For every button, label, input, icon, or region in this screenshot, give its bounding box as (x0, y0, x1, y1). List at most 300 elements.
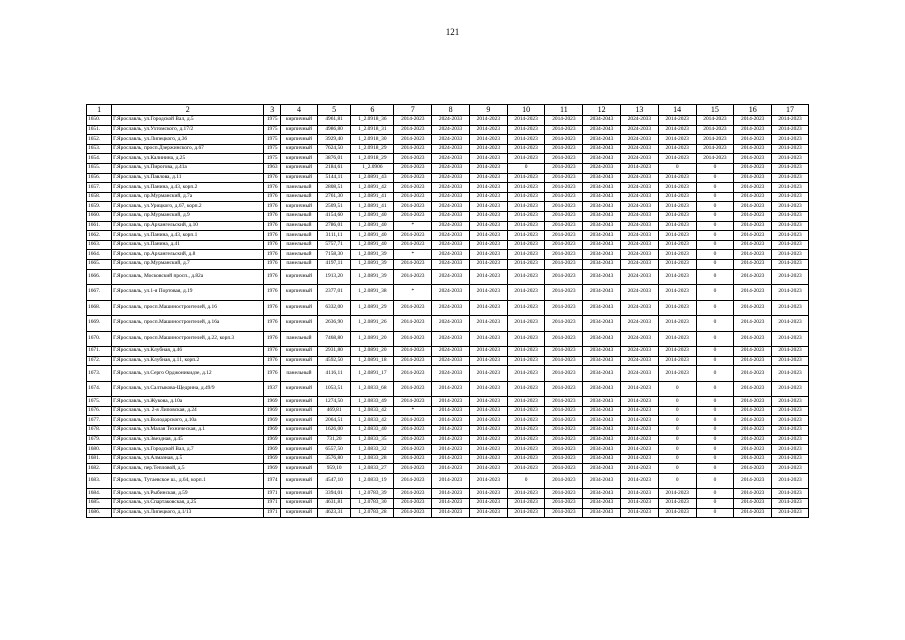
table-cell: 2014-2023 (545, 300, 583, 316)
table-cell: 2014-2023 (772, 163, 809, 173)
table-cell: Г.Ярославль, ул.Калинина, д.25 (112, 154, 264, 164)
table-cell: 2014-2023 (734, 163, 772, 173)
table-cell: 2014-2023 (772, 435, 809, 445)
table-row (87, 211, 809, 221)
table-cell: 2014-2023 (772, 116, 809, 126)
table-cell: кирпичный (281, 381, 318, 397)
table-cell: 2014-2023 (772, 269, 809, 285)
table-cell: 2034-2043 (583, 154, 621, 164)
table-cell: 2014-2023 (545, 221, 583, 231)
table-cell: 2014-2023 (394, 445, 432, 455)
table-cell: 2014-2023 (734, 366, 772, 382)
table-row (87, 221, 809, 231)
column-header: 11 (545, 105, 583, 116)
table-body (87, 116, 809, 518)
table-cell: 2014-2023 (621, 406, 659, 416)
table-cell: 2014-2023 (394, 489, 432, 499)
table-cell: 0 (696, 300, 734, 316)
table-cell: 1653. (87, 144, 112, 154)
table-cell: 2014-2023 (621, 508, 659, 518)
table-cell: 2014-2023 (469, 231, 507, 241)
table-cell: 0 (507, 473, 545, 489)
table-cell: 6332,00 (317, 300, 351, 316)
table-cell: 2014-2023 (469, 285, 507, 301)
table-cell: 2014-2023 (734, 508, 772, 518)
table-cell: 1976 (264, 192, 281, 202)
table-cell: Г.Ярославль, ул.Звездная, д.45 (112, 435, 264, 445)
table-row (87, 300, 809, 316)
table-cell: 2024-2033 (432, 300, 470, 316)
table-cell: 2014-2023 (469, 173, 507, 183)
table-cell: 2014-2023 (658, 211, 696, 221)
table-cell: Г.Ярославль, просп.Машиностроителей, д.16а (112, 316, 264, 332)
table-cell: 2034-2043 (583, 135, 621, 145)
table-cell: 2014-2023 (432, 489, 470, 499)
table-cell: 1274,50 (317, 397, 351, 407)
table-cell: 2014-2023 (772, 397, 809, 407)
table-cell: 1_2.0891_29 (351, 300, 394, 316)
table-cell: Г.Ярославль, Московский просп., д.82а (112, 269, 264, 285)
table-cell: 2014-2023 (507, 499, 545, 509)
table-cell: 2014-2023 (545, 202, 583, 212)
table-cell: 1684. (87, 489, 112, 499)
table-cell: 2034-2043 (583, 445, 621, 455)
table-cell: 7158,30 (317, 250, 351, 260)
table-row (87, 192, 809, 202)
table-cell: 2014-2023 (507, 445, 545, 455)
table-row (87, 285, 809, 301)
table-cell: 1671. (87, 347, 112, 357)
table-row (87, 473, 809, 489)
table-cell: 2014-2023 (507, 356, 545, 366)
table-cell: 2014-2023 (772, 221, 809, 231)
table-cell: 2014-2023 (507, 231, 545, 241)
table-cell: 2014-2023 (658, 499, 696, 509)
table-cell: 1976 (264, 347, 281, 357)
table-cell: 1660. (87, 211, 112, 221)
table-cell: 2014-2023 (469, 445, 507, 455)
table-row (87, 316, 809, 332)
table-cell: 2024-2033 (621, 366, 659, 382)
table-cell: 2014-2023 (545, 381, 583, 397)
table-cell: Г.Ярославль, ул.Липецкого, д.1/13 (112, 508, 264, 518)
table-cell: 0 (696, 250, 734, 260)
table-cell: Г.Ярославль, ул.Алмазная, д.5 (112, 454, 264, 464)
table-cell: 3929,40 (317, 135, 351, 145)
table-cell: 2024-2033 (432, 125, 470, 135)
table-cell: 2014-2023 (507, 116, 545, 126)
table-cell: 2014-2023 (394, 331, 432, 347)
table-cell: 2014-2023 (772, 331, 809, 347)
table-cell: кирпичный (281, 464, 318, 474)
table-cell: 0 (696, 499, 734, 509)
table-cell: 2014-2023 (469, 316, 507, 332)
table-cell: кирпичный (281, 144, 318, 154)
column-header: 16 (734, 105, 772, 116)
table-cell: 4961,81 (317, 116, 351, 126)
table-cell: 2014-2023 (545, 508, 583, 518)
table-cell: 2014-2023 (772, 183, 809, 193)
table-cell: 0 (696, 192, 734, 202)
table-cell: 2014-2023 (772, 473, 809, 489)
table-cell: Г.Ярославль, просп.Машиностроителей, д.22, корп.3 (112, 331, 264, 347)
column-header: 6 (351, 105, 394, 116)
table-cell: * (394, 221, 432, 231)
table-cell: 2024-2033 (432, 316, 470, 332)
table-cell: 0 (658, 464, 696, 474)
table-row (87, 464, 809, 474)
table-cell: Г.Ярославль, ул. 2-я Липовская, д.24 (112, 406, 264, 416)
table-cell: 1650. (87, 116, 112, 126)
table-cell: 0 (696, 397, 734, 407)
table-cell: 2014-2023 (772, 300, 809, 316)
table-row (87, 259, 809, 269)
table-cell: 2014-2023 (469, 331, 507, 347)
table-cell: 1969 (264, 406, 281, 416)
table-cell: кирпичный (281, 454, 318, 464)
table-cell: 1_2.0891_38 (351, 285, 394, 301)
table-cell: кирпичный (281, 435, 318, 445)
table-cell: 2014-2023 (394, 508, 432, 518)
table-cell: 2024-2033 (432, 173, 470, 183)
table-cell: 1976 (264, 331, 281, 347)
table-cell: 2024-2033 (621, 347, 659, 357)
table-row (87, 250, 809, 260)
table-header (87, 105, 809, 116)
table-cell: 1_2.0783_28 (351, 508, 394, 518)
table-cell: 3576,80 (317, 454, 351, 464)
column-header: 4 (281, 105, 318, 116)
table-cell: 2014-2023 (394, 135, 432, 145)
table-row (87, 240, 809, 250)
table-cell: 2014-2023 (621, 425, 659, 435)
table-cell: 1_2.0891_18 (351, 356, 394, 366)
table-cell: 1_2.0833_42 (351, 406, 394, 416)
table-row (87, 416, 809, 426)
table-cell: Г.Ярославль, ул.Городской Вал, д.5 (112, 116, 264, 126)
table-cell: 1662. (87, 231, 112, 241)
table-cell: Г.Ярославль, просп.Машиностроителей, д.16 (112, 300, 264, 316)
table-cell: Г.Ярославль, ул.Павлова, д.11 (112, 173, 264, 183)
table-cell: 2034-2043 (583, 454, 621, 464)
table-cell: кирпичный (281, 116, 318, 126)
column-header: 1 (87, 105, 112, 116)
table-cell: 2014-2023 (507, 173, 545, 183)
table-cell: 0 (696, 347, 734, 357)
table-cell: 2014-2023 (658, 231, 696, 241)
table-cell: 2014-2023 (545, 397, 583, 407)
table-cell: 2024-2033 (432, 231, 470, 241)
table-cell: 2034-2043 (583, 285, 621, 301)
table-cell: 1677. (87, 416, 112, 426)
table-cell: 2014-2023 (507, 435, 545, 445)
table-cell: 2014-2023 (469, 454, 507, 464)
table-cell: 0 (696, 473, 734, 489)
table-cell: 1661. (87, 221, 112, 231)
table-cell: 2014-2023 (432, 406, 470, 416)
table-cell: 2034-2043 (583, 473, 621, 489)
table-cell: 1652. (87, 135, 112, 145)
table-cell: 2014-2023 (734, 435, 772, 445)
table-cell: 2014-2023 (394, 397, 432, 407)
table-cell: 2014-2023 (394, 211, 432, 221)
table-cell: 1913,20 (317, 269, 351, 285)
table-cell: 0 (696, 269, 734, 285)
table-cell: 2034-2043 (583, 508, 621, 518)
table-cell: 0 (696, 331, 734, 347)
table-cell: 1670. (87, 331, 112, 347)
table-cell: 0 (658, 445, 696, 455)
table-cell: 2014-2023 (469, 473, 507, 489)
table-cell: 2024-2033 (621, 154, 659, 164)
table-cell: 2014-2023 (394, 173, 432, 183)
table-cell: 2014-2023 (507, 135, 545, 145)
table-cell: 2034-2043 (583, 316, 621, 332)
table-cell: 2014-2023 (545, 211, 583, 221)
table-cell: кирпичный (281, 499, 318, 509)
table-cell: 2014-2023 (507, 347, 545, 357)
table-cell: 2024-2033 (621, 183, 659, 193)
table-cell: 7624,50 (317, 144, 351, 154)
table-cell: 2014-2023 (545, 454, 583, 464)
table-cell: 2014-2023 (621, 163, 659, 173)
table-row (87, 406, 809, 416)
table-cell: 2014-2023 (772, 316, 809, 332)
table-cell: 2014-2023 (734, 154, 772, 164)
table-cell: 2024-2033 (621, 125, 659, 135)
table-cell: 2014-2023 (394, 192, 432, 202)
table-cell: 3394,01 (317, 489, 351, 499)
table-cell: 2014-2023 (507, 416, 545, 426)
table-cell: кирпичный (281, 316, 318, 332)
table-cell: 2014-2023 (394, 381, 432, 397)
table-row (87, 183, 809, 193)
table-cell: панельный (281, 231, 318, 241)
table-cell: панельный (281, 192, 318, 202)
table-cell: 2024-2033 (621, 300, 659, 316)
table-cell: 2014-2023 (545, 183, 583, 193)
table-cell: 1969 (264, 445, 281, 455)
table-cell: 2064,51 (317, 416, 351, 426)
table-cell: Г.Ярославль, ул.Салтыкова-Щедрина, д.49/9 (112, 381, 264, 397)
table-cell: 2014-2023 (394, 144, 432, 154)
table-cell: 0 (696, 202, 734, 212)
table-cell: 2014-2023 (734, 316, 772, 332)
table-cell: 2034-2043 (583, 211, 621, 221)
table-cell: 2014-2023 (772, 285, 809, 301)
table-cell: 0 (696, 366, 734, 382)
table-row (87, 445, 809, 455)
table-cell: 2014-2023 (545, 116, 583, 126)
table-cell: 2014-2023 (772, 240, 809, 250)
table-cell: 1969 (264, 464, 281, 474)
table-cell: 2014-2023 (734, 240, 772, 250)
table-cell: 2034-2043 (583, 269, 621, 285)
table-cell: 2014-2023 (545, 192, 583, 202)
table-cell: 2014-2023 (507, 240, 545, 250)
table-cell: 1672. (87, 356, 112, 366)
table-cell: 1_2.0833_68 (351, 381, 394, 397)
table-cell: 2014-2023 (394, 454, 432, 464)
table-cell: 4623,31 (317, 508, 351, 518)
table-cell: 2034-2043 (583, 366, 621, 382)
table-cell: 1975 (264, 144, 281, 154)
table-cell: 2014-2023 (469, 135, 507, 145)
table-cell: 2014-2023 (772, 416, 809, 426)
column-header: 7 (394, 105, 432, 116)
table-cell: 2509,51 (317, 202, 351, 212)
column-header: 15 (696, 105, 734, 116)
table-cell: 1_2.0833_27 (351, 464, 394, 474)
table-cell: Г.Ярославль, пр.Мурманский, д.7а (112, 192, 264, 202)
column-header: 2 (112, 105, 264, 116)
table-cell: панельный (281, 183, 318, 193)
table-cell: 2024-2033 (621, 173, 659, 183)
table-cell: 2034-2043 (583, 489, 621, 499)
table-cell: 2014-2023 (507, 489, 545, 499)
table-cell: 1657. (87, 183, 112, 193)
table-cell: 7468,80 (317, 331, 351, 347)
table-cell: 2014-2023 (507, 192, 545, 202)
table-cell: 2014-2023 (621, 435, 659, 445)
table-cell: 2034-2043 (583, 173, 621, 183)
table-cell: 0 (658, 454, 696, 464)
table-cell: 2014-2023 (734, 183, 772, 193)
table-cell: 1685. (87, 499, 112, 509)
table-cell: 2014-2023 (545, 425, 583, 435)
column-header: 10 (507, 105, 545, 116)
table-cell: панельный (281, 259, 318, 269)
table-cell: 4547,10 (317, 473, 351, 489)
table-row (87, 356, 809, 366)
table-cell: 2014-2023 (772, 125, 809, 135)
table-cell: 2014-2023 (621, 489, 659, 499)
table-cell: 2034-2043 (583, 406, 621, 416)
table-cell: 2014-2023 (545, 499, 583, 509)
table-cell: 2034-2043 (583, 144, 621, 154)
table-cell: 2034-2043 (583, 221, 621, 231)
table-cell: 2024-2033 (432, 221, 470, 231)
table-cell: 0 (696, 464, 734, 474)
table-cell: 2024-2033 (432, 347, 470, 357)
table-cell: 2014-2023 (658, 347, 696, 357)
table-cell: 1_2.0891_42 (351, 183, 394, 193)
table-cell: 1673. (87, 366, 112, 382)
table-cell: 2014-2023 (734, 202, 772, 212)
table-cell: 1675. (87, 397, 112, 407)
table-cell: 0 (696, 173, 734, 183)
column-header: 12 (583, 105, 621, 116)
table-cell: 0 (696, 240, 734, 250)
table-cell: 0 (658, 381, 696, 397)
table-cell: 2014-2023 (734, 250, 772, 260)
table-cell: 2014-2023 (469, 425, 507, 435)
table-cell: 2014-2023 (545, 445, 583, 455)
table-cell: 2024-2033 (432, 366, 470, 382)
table-cell: 1654. (87, 154, 112, 164)
table-cell: 4631,81 (317, 499, 351, 509)
table-cell: 1976 (264, 316, 281, 332)
table-cell: 1_2.0833_28 (351, 454, 394, 464)
table-cell: Г.Ярославль, пер.Тепловой, д.5 (112, 464, 264, 474)
table-cell: 2014-2023 (734, 259, 772, 269)
table-cell: 2014-2023 (394, 425, 432, 435)
table-cell: 1976 (264, 183, 281, 193)
table-cell: 2034-2043 (583, 231, 621, 241)
table-cell: 2024-2033 (621, 316, 659, 332)
table-cell: 1666. (87, 269, 112, 285)
table-cell: Г.Ярославль, ул.Урицкого, д.67, корп.2 (112, 202, 264, 212)
column-header: 3 (264, 105, 281, 116)
table-cell: 2014-2023 (394, 269, 432, 285)
table-cell: 2024-2033 (621, 259, 659, 269)
table-cell: 0 (696, 221, 734, 231)
column-header: 13 (621, 105, 659, 116)
table-cell: 2014-2023 (545, 144, 583, 154)
table-cell: 2014-2023 (545, 154, 583, 164)
table-cell: 1976 (264, 259, 281, 269)
table-cell: 2014-2023 (772, 173, 809, 183)
table-cell: панельный (281, 221, 318, 231)
table-row (87, 489, 809, 499)
table-cell: 1976 (264, 250, 281, 260)
table-cell: 2014-2023 (469, 366, 507, 382)
table-cell: 2014-2023 (658, 192, 696, 202)
table-cell: 3876,01 (317, 154, 351, 164)
table-cell: Г.Ярославль, пр.Архангельский, д.10 (112, 221, 264, 231)
table-cell: 1658. (87, 192, 112, 202)
table-cell: 2014-2023 (658, 259, 696, 269)
table-cell: 1674. (87, 381, 112, 397)
table-cell: 2014-2023 (469, 125, 507, 135)
table-cell: 2014-2023 (734, 499, 772, 509)
table-cell: 2014-2023 (469, 381, 507, 397)
table-cell: 2014-2023 (734, 125, 772, 135)
table-cell: панельный (281, 250, 318, 260)
table-cell: 2014-2023 (394, 154, 432, 164)
table-cell: кирпичный (281, 508, 318, 518)
table-cell: 2014-2023 (658, 300, 696, 316)
table-cell: 1_2.0833_49 (351, 397, 394, 407)
table-cell: 2014-2023 (469, 464, 507, 474)
table-cell: кирпичный (281, 425, 318, 435)
table-cell: 2014-2023 (734, 347, 772, 357)
table-cell: 2024-2033 (432, 154, 470, 164)
table-cell: 2014-2023 (545, 347, 583, 357)
table-cell: 1626,00 (317, 425, 351, 435)
table-cell: Г.Ярославль, ул.Малая Техническая, д.1 (112, 425, 264, 435)
table-cell: 2024-2033 (432, 250, 470, 260)
table-cell: 1974 (264, 473, 281, 489)
table-cell: 2014-2023 (394, 416, 432, 426)
table-cell: 1_2.0918_31 (351, 125, 394, 135)
table-cell: 2024-2033 (432, 183, 470, 193)
table-cell: Г.Ярославль, ул.Панина, д.43, корп.2 (112, 183, 264, 193)
table-cell: 2014-2023 (658, 269, 696, 285)
table-cell: 2034-2043 (583, 116, 621, 126)
housing-registry-table (86, 104, 809, 518)
table-cell: 2014-2023 (545, 163, 583, 173)
table-cell: 2034-2043 (583, 464, 621, 474)
table-cell: 2024-2033 (432, 259, 470, 269)
table-cell: 2024-2033 (621, 202, 659, 212)
table-cell: кирпичный (281, 356, 318, 366)
table-cell: 2014-2023 (469, 202, 507, 212)
table-cell: 2014-2023 (507, 300, 545, 316)
table-cell: 4197,11 (317, 259, 351, 269)
table-cell: 2014-2023 (658, 240, 696, 250)
table-cell: 1963 (264, 163, 281, 173)
